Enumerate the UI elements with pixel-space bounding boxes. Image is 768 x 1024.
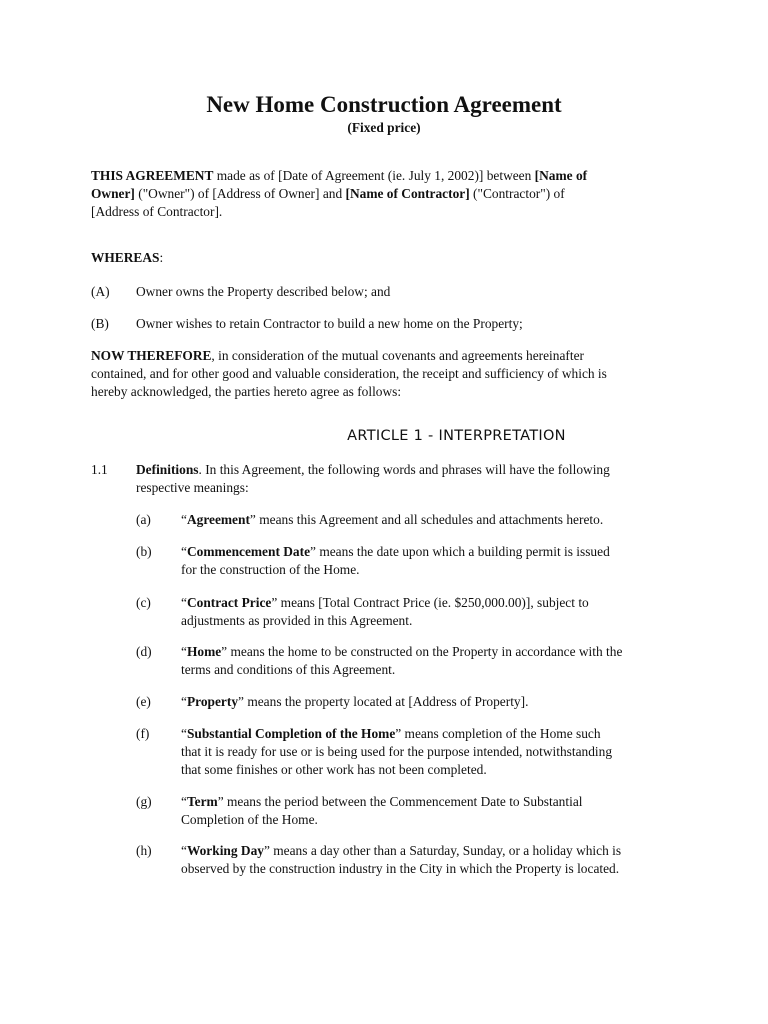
intro-lead: THIS AGREEMENT	[91, 168, 214, 183]
definition-property: “Property” means the property located at [Address of Property].	[181, 694, 529, 709]
definition-label: (b)	[136, 544, 152, 559]
definition-label: (f)	[136, 726, 150, 741]
recital-text-a: Owner owns the Property described below; and	[136, 284, 391, 299]
section-number: 1.1	[91, 462, 108, 477]
definition-working-day: “Working Day” means a day other than a Saturday, Sunday, or a holiday which is	[181, 843, 622, 858]
definition-contract-price: “Contract Price” means [Total Contract Price (ie. $250,000.00)], subject to	[181, 595, 589, 610]
intro-line-2: Owner] ("Owner") of [Address of Owner] and [Name of Contractor] ("Contractor") of	[91, 186, 565, 201]
definition-text-line: Completion of the Home.	[181, 812, 318, 827]
intro-line-1: THIS AGREEMENT made as of [Date of Agreement (ie. July 1, 2002)] between [Name of	[91, 168, 588, 183]
document-title: New Home Construction Agreement	[206, 92, 562, 117]
article-heading: ARTICLE 1 - INTERPRETATION	[347, 428, 566, 444]
definition-text-line: terms and conditions of this Agreement.	[181, 662, 396, 677]
recital-label-a: (A)	[91, 284, 110, 299]
definition-commencement-date: “Commencement Date” means the date upon which a building permit is issued	[181, 544, 610, 559]
now-therefore-line-2: contained, and for other good and valuable consideration, the receipt and sufficiency of which is	[91, 366, 607, 381]
section-line-1: Definitions. In this Agreement, the following words and phrases will have the following	[136, 462, 610, 477]
now-therefore-line-3: hereby acknowledged, the parties hereto agree as follows:	[91, 384, 402, 399]
definition-term: “Term” means the period between the Commencement Date to Substantial	[181, 794, 583, 809]
definition-agreement: “Agreement” means this Agreement and all schedules and attachments hereto.	[181, 512, 604, 527]
definition-text-line: adjustments as provided in this Agreement.	[181, 613, 413, 628]
section-line-2: respective meanings:	[136, 480, 249, 495]
definition-text-line: for the construction of the Home.	[181, 562, 360, 577]
definition-label: (e)	[136, 694, 151, 709]
intro-line-3: [Address of Contractor].	[91, 204, 223, 219]
definition-substantial-completion: “Substantial Completion of the Home” means completion of the Home such	[181, 726, 601, 741]
recital-label-b: (B)	[91, 316, 109, 331]
definition-label: (d)	[136, 644, 152, 659]
definition-label: (g)	[136, 794, 152, 809]
definition-home: “Home” means the home to be constructed on the Property in accordance with the	[181, 644, 623, 659]
document-subtitle: (Fixed price)	[347, 120, 421, 135]
now-therefore-line-1: NOW THEREFORE, in consideration of the mutual covenants and agreements hereinafter	[91, 348, 584, 363]
definition-text-line: observed by the construction industry in the City in which the Property is located.	[181, 861, 620, 876]
whereas-heading: WHEREAS:	[91, 250, 164, 265]
recital-text-b: Owner wishes to retain Contractor to build a new home on the Property;	[136, 316, 523, 331]
definition-label: (c)	[136, 595, 151, 610]
definition-text-line: that it is ready for use or is being used for the purpose intended, notwithstanding	[181, 744, 613, 759]
definition-label: (h)	[136, 843, 152, 858]
definition-label: (a)	[136, 512, 151, 527]
definition-text-line: that some finishes or other work has not been completed.	[181, 762, 487, 777]
